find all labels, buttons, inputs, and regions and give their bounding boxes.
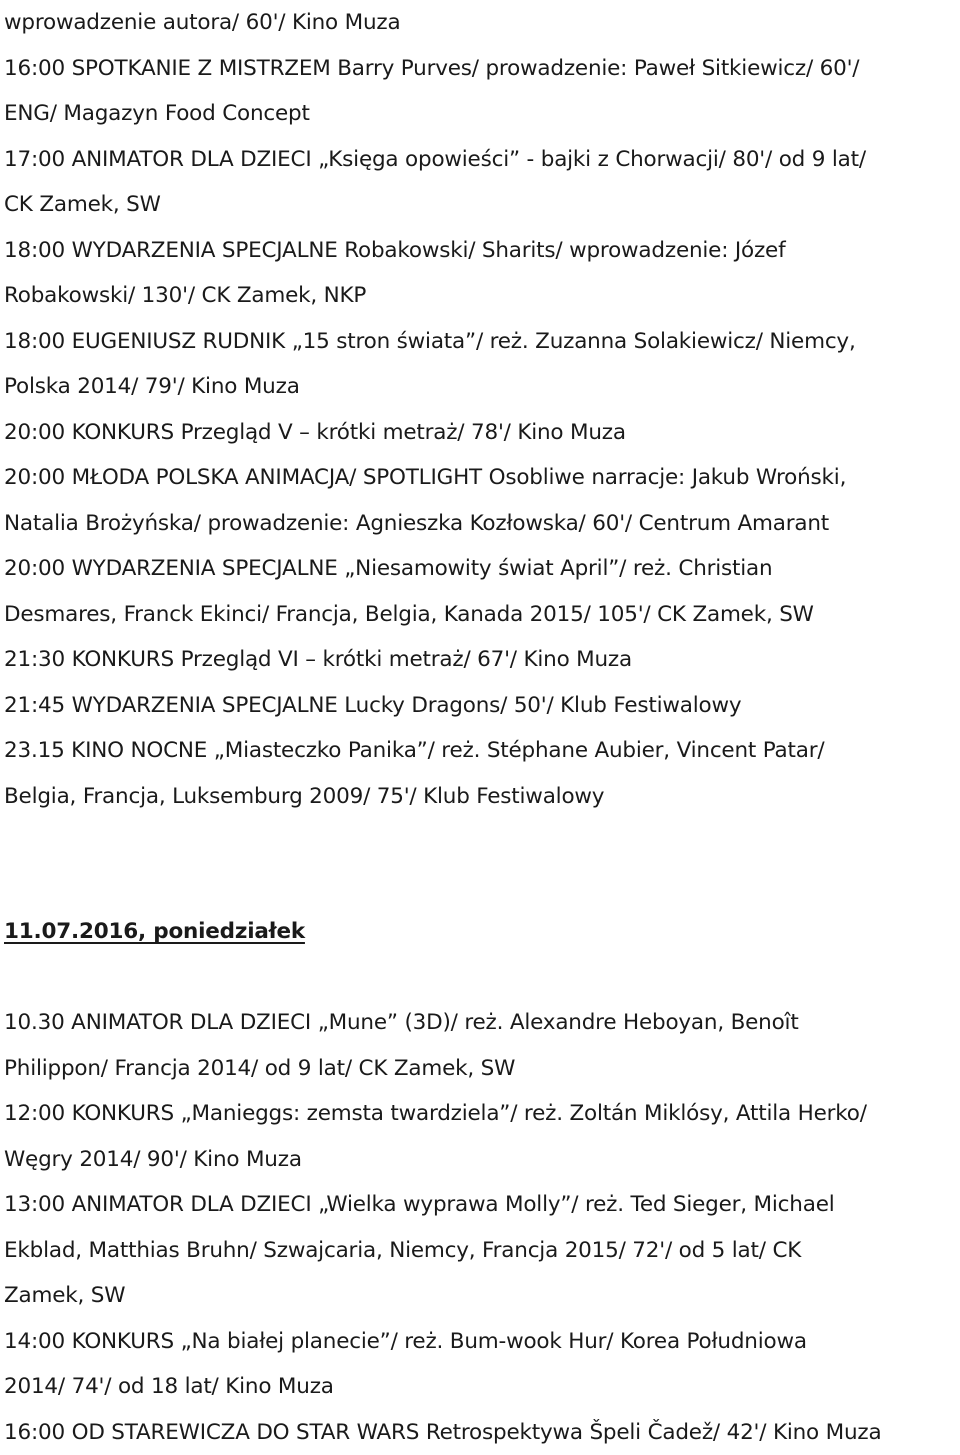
text-line: 10.30 ANIMATOR DLA DZIECI „Mune” (3D)/ reż. Alexandre Heboyan, Benoît [4,1000,958,1046]
text-line: Natalia Brożyńska/ prowadzenie: Agnieszka Kozłowska/ 60'/ Centrum Amarant [4,501,958,547]
text-line: 2014/ 74'/ od 18 lat/ Kino Muza [4,1364,958,1410]
text-line: ENG/ Magazyn Food Concept [4,91,958,137]
text-line: 21:30 KONKURS Przegląd VI – krótki metraż/ 67'/ Kino Muza [4,637,958,683]
text-line: 20:00 WYDARZENIA SPECJALNE „Niesamowity świat April”/ reż. Christian [4,546,958,592]
date-heading: 11.07.2016, poniedziałek [4,909,958,955]
document-page [4,0,958,1455]
text-line: 20:00 MŁODA POLSKA ANIMACJA/ SPOTLIGHT Osobliwe narracje: Jakub Wroński, [4,455,958,501]
text-line: Węgry 2014/ 90'/ Kino Muza [4,1137,958,1183]
spacer [4,955,958,1000]
text-line: 16:00 SPOTKANIE Z MISTRZEM Barry Purves/ prowadzenie: Paweł Sitkiewicz/ 60'/ [4,46,958,92]
schedule-section-2 [4,1000,958,1455]
text-line: Robakowski/ 130'/ CK Zamek, NKP [4,273,958,319]
schedule-section-1 [4,0,958,819]
text-line: wprowadzenie autora/ 60'/ Kino Muza [4,0,958,46]
text-line: CK Zamek, SW [4,182,958,228]
text-line: 12:00 KONKURS „Manieggs: zemsta twardziela”/ reż. Zoltán Miklósy, Attila Herko/ [4,1091,958,1137]
text-line: 17:00 ANIMATOR DLA DZIECI „Księga opowieści” - bajki z Chorwacji/ 80'/ od 9 lat/ [4,137,958,183]
text-line: 18:00 EUGENIUSZ RUDNIK „15 stron świata”/ reż. Zuzanna Solakiewicz/ Niemcy, [4,319,958,365]
text-line: 21:45 WYDARZENIA SPECJALNE Lucky Dragons/ 50'/ Klub Festiwalowy [4,683,958,729]
text-line: 14:00 KONKURS „Na białej planecie”/ reż. Bum-wook Hur/ Korea Południowa [4,1319,958,1365]
text-line: 13:00 ANIMATOR DLA DZIECI „Wielka wyprawa Molly”/ reż. Ted Sieger, Michael [4,1182,958,1228]
text-line: 23.15 KINO NOCNE „Miasteczko Panika”/ reż. Stéphane Aubier, Vincent Patar/ [4,728,958,774]
text-line: 16:00 OD STAREWICZA DO STAR WARS Retrospektywa Špeli Čadež/ 42'/ Kino Muza [4,1410,958,1455]
text-line: Belgia, Francja, Luksemburg 2009/ 75'/ Klub Festiwalowy [4,774,958,820]
text-line: 20:00 KONKURS Przegląd V – krótki metraż/ 78'/ Kino Muza [4,410,958,456]
text-line: 18:00 WYDARZENIA SPECJALNE Robakowski/ Sharits/ wprowadzenie: Józef [4,228,958,274]
text-line: Zamek, SW [4,1273,958,1319]
spacer [4,819,958,909]
text-line: Ekblad, Matthias Bruhn/ Szwajcaria, Niemcy, Francja 2015/ 72'/ od 5 lat/ CK [4,1228,958,1274]
text-line: Desmares, Franck Ekinci/ Francja, Belgia, Kanada 2015/ 105'/ CK Zamek, SW [4,592,958,638]
text-line: Philippon/ Francja 2014/ od 9 lat/ CK Zamek, SW [4,1046,958,1092]
text-line: Polska 2014/ 79'/ Kino Muza [4,364,958,410]
